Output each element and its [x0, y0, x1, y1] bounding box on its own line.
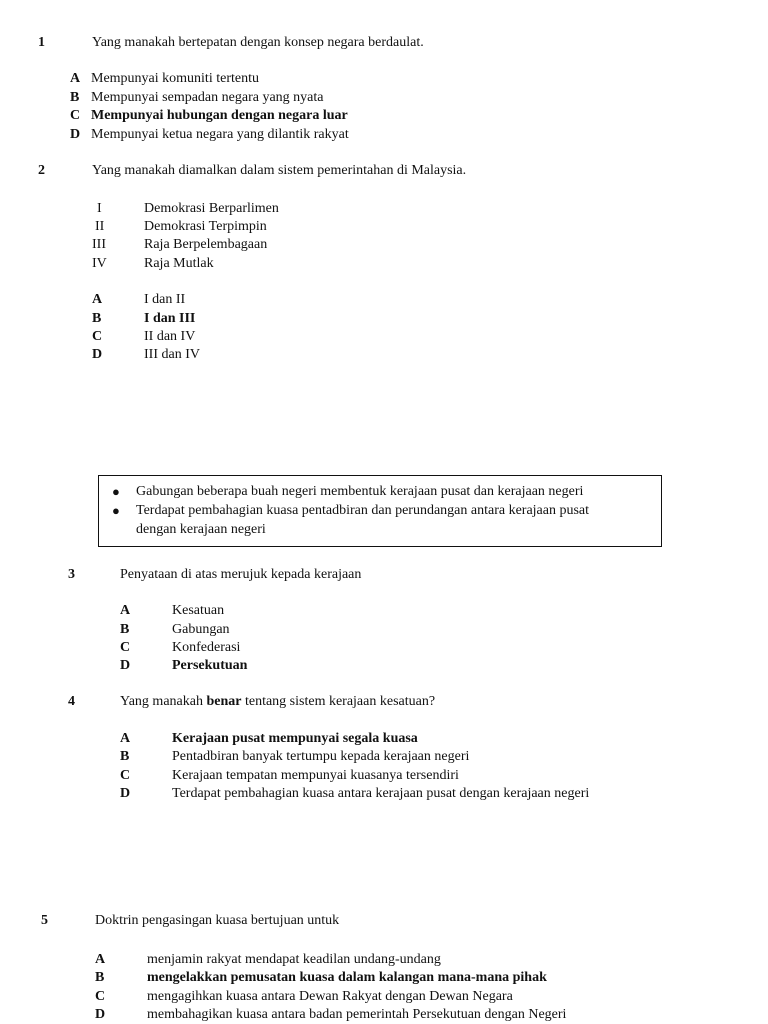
option-text: III dan IV — [144, 347, 200, 362]
question-text — [120, 693, 435, 710]
option-text: Kerajaan tempatan mempunyai kuasanya tersendiri — [172, 768, 459, 783]
question-number: 2 — [38, 163, 45, 178]
statement-roman: IV — [92, 256, 107, 271]
option-letter: D — [92, 347, 103, 362]
statement-text: Demokrasi Terpimpin — [144, 219, 267, 234]
option-text: mengagihkan kuasa antara Dewan Rakyat dengan Dewan Negara — [147, 989, 513, 1004]
question-text: Yang manakah diamalkan dalam sistem pemerintahan di Malaysia. — [92, 163, 467, 178]
statement-roman: II — [95, 219, 105, 234]
option-letter: A — [120, 603, 131, 618]
question-text-post: tentang sistem kerajaan kesatuan? — [244, 694, 436, 709]
question-text-pre: Yang manakah — [120, 694, 203, 709]
option-letter: B — [70, 90, 80, 105]
statement-text: Demokrasi Berparlimen — [144, 201, 279, 216]
option-text: I dan II — [144, 292, 186, 307]
option-letter: C — [92, 329, 103, 344]
option-text: II dan IV — [144, 329, 196, 344]
statement-text: Raja Berpelembagaan — [144, 237, 268, 252]
option-text-answer: I dan III — [144, 311, 196, 326]
option-letter: A — [120, 731, 131, 746]
box-bullet-text: Gabungan beberapa buah negeri membentuk kerajaan pusat dan kerajaan negeri — [136, 484, 584, 499]
option-text-answer: Kerajaan pusat mempunyai segala kuasa — [172, 731, 418, 746]
option-letter: D — [120, 786, 131, 801]
option-text: Pentadbiran banyak tertumpu kepada kerajaan negeri — [172, 749, 470, 764]
option-letter: A — [95, 952, 106, 967]
question-number: 3 — [68, 567, 75, 582]
option-letter: B — [92, 311, 102, 326]
question-text: Penyataan di atas merujuk kepada kerajaan — [120, 567, 362, 582]
question-number: 4 — [68, 694, 75, 709]
option-text: Terdapat pembahagian kuasa antara kerajaan pusat dengan kerajaan negeri — [172, 786, 590, 801]
box-bullet-text: dengan kerajaan negeri — [136, 522, 266, 537]
option-text: Mempunyai sempadan negara yang nyata — [91, 90, 324, 105]
bullet-icon: ● — [112, 484, 120, 499]
option-text: Mempunyai ketua negara yang dilantik rakyat — [91, 127, 349, 142]
statement-box — [98, 475, 662, 547]
question-text: Doktrin pengasingan kuasa bertujuan untuk — [95, 913, 340, 928]
question-number: 5 — [41, 913, 48, 928]
statement-text: Raja Mutlak — [144, 256, 214, 271]
option-text: Gabungan — [172, 622, 230, 637]
option-text: membahagikan kuasa antara badan pemerintah Persekutuan dengan Negeri — [147, 1007, 567, 1022]
box-bullet-text: Terdapat pembahagian kuasa pentadbiran dan perundangan antara kerajaan pusat — [136, 503, 590, 518]
option-text-answer: mengelakkan pemusatan kuasa dalam kalangan mana-mana pihak — [147, 970, 547, 985]
option-letter: C — [120, 640, 131, 655]
option-letter: C — [95, 989, 106, 1004]
option-letter: C — [120, 768, 131, 783]
bullet-icon: ● — [112, 503, 120, 518]
option-letter: C — [70, 108, 81, 123]
option-letter: B — [95, 970, 105, 985]
option-text: Kesatuan — [172, 603, 225, 618]
option-text: Konfederasi — [172, 640, 241, 655]
option-letter: D — [70, 127, 81, 142]
option-text: Mempunyai komuniti tertentu — [91, 71, 259, 86]
question-text: Yang manakah bertepatan dengan konsep negara berdaulat. — [92, 35, 424, 50]
option-text: menjamin rakyat mendapat keadilan undang-undang — [147, 952, 441, 967]
question-number: 1 — [38, 35, 45, 50]
option-letter: B — [120, 749, 130, 764]
option-letter: B — [120, 622, 130, 637]
statement-roman: III — [92, 237, 106, 252]
option-letter: D — [120, 658, 131, 673]
option-letter: A — [70, 71, 81, 86]
option-letter: D — [95, 1007, 106, 1022]
question-text-emphasis: benar — [206, 694, 242, 709]
option-text-answer: Persekutuan — [172, 658, 248, 673]
option-letter: A — [92, 292, 103, 307]
statement-roman: I — [97, 201, 102, 216]
option-text-answer: Mempunyai hubungan dengan negara luar — [91, 108, 348, 123]
